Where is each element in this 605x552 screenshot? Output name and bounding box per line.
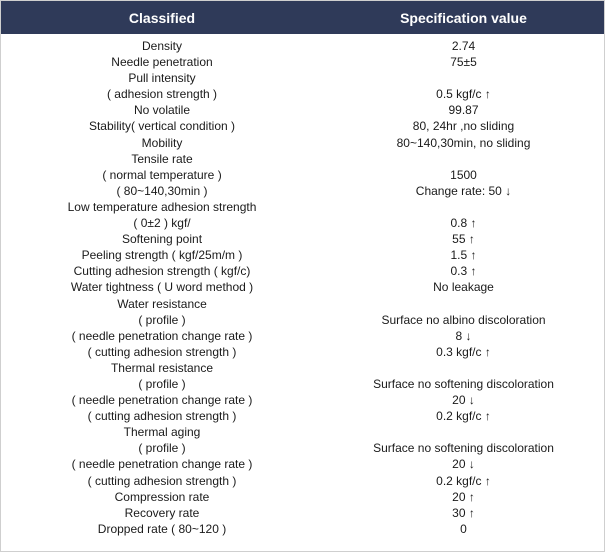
specification-cell-line bbox=[323, 296, 604, 312]
specification-cell-line: 0.2 kgf/c ↑ bbox=[436, 409, 491, 424]
classified-cell-line: ( profile ) bbox=[138, 441, 186, 456]
specification-cell-line: 0.8 ↑ bbox=[450, 216, 477, 231]
specification-cell-line: 0.3 kgf/c ↑ bbox=[436, 344, 491, 359]
specification-cell-line: Surface no softening discoloration bbox=[373, 441, 554, 456]
classified-cell-line: Water resistance bbox=[117, 296, 207, 311]
classified-cell-line: Thermal aging bbox=[123, 425, 201, 440]
classified-cell-line: ( needle penetration change rate ) bbox=[71, 393, 253, 408]
specification-cell-line: 20 ↑ bbox=[452, 489, 475, 504]
table-body bbox=[1, 34, 604, 537]
specification-cell-line: 0.5 kgf/c ↑ bbox=[436, 87, 491, 102]
classified-cell-line: Thermal resistance bbox=[110, 360, 214, 375]
specification-cell-line: 80, 24hr ,no sliding bbox=[412, 119, 515, 134]
specification-cell-line: 1500 bbox=[450, 167, 477, 182]
classified-cell-line: Tensile rate bbox=[131, 151, 193, 166]
classified-cell-line: ( 0±2 ) kgf/ bbox=[133, 216, 191, 231]
specification-cell-line bbox=[323, 199, 604, 215]
classified-cell-line: Density bbox=[141, 39, 182, 53]
specification-cell-line bbox=[323, 424, 604, 440]
classified-cell-line: ( cutting adhesion strength ) bbox=[87, 344, 237, 359]
classified-cell-line: Compression rate bbox=[114, 489, 210, 504]
classified-cell-line: Mobility bbox=[141, 135, 183, 150]
specification-cell-line: Surface no albino discoloration bbox=[381, 312, 546, 327]
specification-cell-line: Surface no softening discoloration bbox=[373, 376, 554, 391]
specification-cell-line: 55 ↑ bbox=[452, 232, 475, 247]
header-specification-value: Specification value bbox=[400, 9, 527, 26]
classified-cell-line: Dropped rate ( 80~120 ) bbox=[97, 521, 227, 536]
specification-cell-line: Change rate: 50 ↓ bbox=[415, 183, 512, 198]
classified-cell-line: Cutting adhesion strength ( kgf/c) bbox=[73, 264, 251, 279]
classified-cell-line: ( 80~140,30min ) bbox=[116, 183, 208, 198]
specification-cell-line bbox=[323, 151, 604, 167]
classified-cell-line: Low temperature adhesion strength bbox=[67, 199, 257, 214]
classified-cell-line: Stability( vertical condition ) bbox=[88, 119, 236, 134]
table-header bbox=[1, 1, 604, 34]
classified-cell-line: ( needle penetration change rate ) bbox=[71, 328, 253, 343]
specification-cell-line bbox=[323, 70, 604, 86]
classified-cell-line: ( normal temperature ) bbox=[102, 167, 222, 182]
header-classified: Classified bbox=[128, 9, 196, 26]
classified-cell-line: No volatile bbox=[133, 103, 191, 118]
specification-cell-line: 30 ↑ bbox=[452, 505, 475, 520]
classified-cell-line: ( cutting adhesion strength ) bbox=[87, 409, 237, 424]
specification-cell-line bbox=[323, 360, 604, 376]
classified-cell-line: ( needle penetration change rate ) bbox=[71, 457, 253, 472]
specification-cell-line: 0.3 ↑ bbox=[450, 264, 477, 279]
specification-cell-line: 99.87 bbox=[448, 103, 479, 118]
classified-cell-line: Softening point bbox=[121, 232, 203, 247]
specification-cell-line: 20 ↓ bbox=[452, 457, 475, 472]
specification-cell-line: 80~140,30min, no sliding bbox=[396, 135, 531, 150]
specification-cell-line: 1.5 ↑ bbox=[450, 248, 477, 263]
classified-cell-line: Recovery rate bbox=[124, 505, 200, 520]
specification-cell-line: 75±5 bbox=[450, 55, 477, 70]
specification-cell-line: 0.2 kgf/c ↑ bbox=[436, 473, 491, 488]
classified-cell-line: ( profile ) bbox=[138, 376, 186, 391]
specification-cell-line: No leakage bbox=[433, 280, 494, 295]
classified-cell-line: ( cutting adhesion strength ) bbox=[87, 473, 237, 488]
classified-cell-line: Needle penetration bbox=[111, 55, 213, 70]
classified-cell-line: Water tightness ( U word method ) bbox=[70, 280, 254, 295]
specification-column bbox=[323, 38, 604, 537]
classified-cell-line: ( adhesion strength ) bbox=[106, 87, 218, 102]
classified-column bbox=[1, 38, 323, 537]
classified-cell-line: Pull intensity bbox=[128, 71, 196, 86]
specification-cell-line: 0 bbox=[460, 521, 467, 536]
specification-cell-line: 8 ↓ bbox=[455, 328, 472, 343]
specification-cell-line: 2.74 bbox=[451, 39, 476, 53]
classified-cell-line: ( profile ) bbox=[138, 312, 186, 327]
specification-cell-line: 20 ↓ bbox=[452, 393, 475, 408]
classified-cell-line: Peeling strength ( kgf/25m/m ) bbox=[81, 248, 243, 263]
